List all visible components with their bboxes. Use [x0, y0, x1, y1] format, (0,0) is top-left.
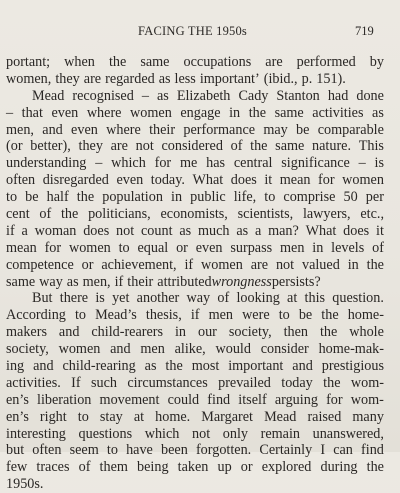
word: women	[68, 239, 111, 256]
word: way	[39, 273, 63, 290]
word: Margaret	[201, 408, 253, 425]
word: or	[81, 256, 94, 273]
word: their	[127, 273, 154, 290]
word: prevailed	[218, 374, 271, 391]
word: home-mak-	[318, 341, 384, 358]
word: persists?	[271, 273, 321, 290]
word: would	[215, 341, 251, 358]
text-line	[6, 290, 384, 307]
word: According	[6, 307, 66, 324]
word: If	[71, 374, 81, 391]
word: men	[140, 341, 165, 358]
word: stay	[99, 408, 123, 425]
text-line	[6, 172, 384, 189]
word: the	[366, 256, 384, 273]
word: 1950s.	[6, 476, 44, 493]
emphasized-word: wrongness	[211, 273, 272, 290]
word: raised	[307, 408, 342, 425]
word: have	[126, 442, 153, 459]
word: to	[77, 408, 89, 425]
text-line	[6, 341, 384, 358]
word: in	[171, 189, 183, 206]
word: does	[343, 222, 370, 239]
word: been	[161, 442, 188, 459]
word: of	[39, 206, 52, 223]
word: better),	[30, 138, 71, 155]
word: activities.	[6, 374, 61, 391]
word: per	[365, 189, 384, 206]
word: Mead	[264, 408, 297, 425]
word: where	[86, 104, 122, 121]
word: such	[90, 374, 117, 391]
text-line	[6, 409, 384, 426]
word: of	[372, 239, 384, 256]
word: This	[358, 138, 384, 155]
word: as	[236, 222, 249, 239]
word: whole	[349, 324, 384, 341]
word: done	[356, 87, 384, 104]
word: there	[59, 290, 89, 307]
word: are	[110, 138, 128, 155]
word: if	[190, 307, 200, 324]
word: count	[140, 222, 173, 239]
text-line	[6, 257, 384, 274]
word: me	[179, 155, 198, 172]
word: the	[323, 374, 341, 391]
word: as	[156, 87, 169, 104]
text-line	[6, 105, 384, 122]
word: nature.	[312, 138, 352, 155]
word: –	[358, 155, 366, 172]
word: the	[60, 206, 79, 223]
word: comprise	[283, 189, 336, 206]
word: in	[347, 256, 359, 273]
word: valued	[301, 256, 340, 273]
word: them	[99, 459, 128, 476]
word: a	[21, 222, 28, 239]
word: disregarded	[42, 172, 109, 189]
word: recognised	[72, 87, 134, 104]
word: a	[254, 222, 262, 239]
word: en’s	[6, 391, 29, 408]
word: Mead	[32, 87, 65, 104]
word: significance	[281, 155, 350, 172]
word: of	[217, 290, 230, 307]
word: men	[208, 307, 233, 324]
word: –	[141, 87, 149, 104]
word: child-rearing	[62, 358, 136, 375]
word: Elizabeth	[176, 87, 231, 104]
word: same	[274, 104, 304, 121]
word: are	[83, 70, 102, 87]
word: not	[135, 138, 154, 155]
word: right	[39, 408, 67, 425]
word: understanding	[6, 155, 87, 172]
word: What	[305, 222, 337, 239]
word: the	[366, 459, 384, 476]
word: much	[197, 222, 230, 239]
word: of	[78, 459, 91, 476]
word: for	[318, 172, 335, 189]
word: are	[265, 54, 283, 70]
word: to	[74, 307, 86, 324]
text-line	[6, 223, 384, 240]
text-line	[6, 459, 384, 476]
word: then	[283, 324, 309, 341]
word: important’	[199, 70, 260, 87]
word: life,	[233, 189, 257, 206]
word: man?	[268, 222, 299, 239]
word: their	[149, 121, 176, 138]
word: unanswered,	[312, 425, 384, 442]
word: activities	[312, 104, 364, 121]
word: performance	[183, 121, 256, 138]
word: the	[165, 358, 183, 375]
word: as	[144, 358, 157, 375]
word: had	[327, 87, 349, 104]
word: when	[64, 54, 95, 70]
word: be	[298, 307, 313, 324]
word: women	[130, 104, 172, 121]
text-line	[6, 392, 384, 409]
word: engage	[180, 104, 221, 121]
word: (ibid.,	[263, 70, 298, 87]
word: interesting	[6, 425, 66, 442]
text-line	[6, 324, 384, 341]
word: does	[83, 222, 110, 239]
word: and	[42, 121, 63, 138]
word: central	[233, 155, 273, 172]
word: to	[6, 189, 18, 206]
word: even	[51, 104, 79, 121]
word: p.	[301, 70, 313, 87]
word: economists,	[160, 206, 228, 223]
text-line	[6, 206, 384, 223]
word: movement	[99, 391, 160, 408]
word: men,	[82, 273, 111, 290]
word: the	[250, 138, 268, 155]
word: wom-	[350, 391, 384, 408]
word: taken	[177, 459, 209, 476]
word: ing	[6, 358, 25, 375]
word: often	[6, 172, 36, 189]
text-line	[6, 358, 384, 375]
text-line	[6, 476, 384, 493]
word: scientists,	[237, 206, 294, 223]
word: explored	[261, 459, 312, 476]
word: be	[296, 121, 310, 138]
word: they	[78, 138, 103, 155]
word: to	[106, 442, 118, 459]
word: to	[264, 189, 276, 206]
word: are	[250, 256, 269, 273]
word: as	[66, 273, 79, 290]
word: seem	[69, 442, 99, 459]
word: not	[116, 222, 135, 239]
word: often	[32, 442, 62, 459]
word: it	[264, 172, 273, 189]
word: Cady	[238, 87, 269, 104]
word: for	[326, 391, 343, 408]
word: same	[275, 138, 305, 155]
word: same	[140, 54, 170, 70]
text-line	[6, 442, 384, 459]
word: if	[184, 256, 194, 273]
text-line	[6, 426, 384, 443]
word: today	[281, 374, 313, 391]
word: mean	[6, 239, 37, 256]
word: questions	[78, 425, 133, 442]
word: women,	[6, 70, 52, 87]
word: considered	[161, 138, 223, 155]
word: which	[144, 425, 180, 442]
word: But	[32, 290, 53, 307]
word: attributed	[157, 273, 212, 290]
word: for	[154, 155, 172, 172]
word: etc.,	[360, 206, 384, 223]
word: to	[278, 307, 290, 324]
text-line	[6, 189, 384, 206]
word: or	[240, 459, 253, 476]
word: up	[217, 459, 232, 476]
word: the	[321, 307, 339, 324]
word: society,	[6, 341, 49, 358]
word: is	[95, 290, 105, 307]
word: they	[55, 70, 80, 87]
word: forgotten.	[195, 442, 252, 459]
word: even	[195, 239, 223, 256]
word: less	[174, 70, 196, 87]
word: question.	[332, 290, 384, 307]
word: were	[242, 307, 270, 324]
word: consider	[260, 341, 309, 358]
word: during	[320, 459, 358, 476]
text-line	[6, 122, 384, 139]
text-line	[6, 240, 384, 257]
word: men,	[6, 121, 34, 138]
word: men	[280, 239, 305, 256]
text-line	[6, 71, 384, 88]
word: as	[372, 104, 384, 121]
word: find	[207, 391, 231, 408]
body-text	[6, 54, 384, 493]
word: it	[376, 222, 384, 239]
word: half	[46, 189, 69, 206]
word: remain	[260, 425, 300, 442]
word: surpass	[230, 239, 273, 256]
word: in	[174, 324, 187, 341]
word: in	[229, 104, 241, 121]
word: to	[118, 239, 130, 256]
word: home-	[347, 307, 384, 324]
word: public	[190, 189, 226, 206]
word: child-rearers	[91, 324, 164, 341]
word: is	[374, 155, 384, 172]
word: could	[167, 391, 200, 408]
word: –	[95, 155, 103, 172]
word: the	[248, 104, 267, 121]
word: circumstances	[127, 374, 208, 391]
word: I	[320, 442, 326, 459]
word: in	[312, 239, 324, 256]
word: performed	[296, 54, 356, 70]
word: many	[352, 408, 384, 425]
word: does	[230, 172, 257, 189]
text-line	[6, 375, 384, 392]
word: (or	[6, 138, 23, 155]
word: itself	[238, 391, 267, 408]
word: achievement,	[101, 256, 177, 273]
page-number: 719	[355, 24, 374, 38]
word: where	[106, 121, 141, 138]
word: –	[6, 104, 14, 121]
word: What	[192, 172, 224, 189]
word: portant;	[6, 54, 51, 70]
text-line	[6, 307, 384, 324]
word: today.	[150, 172, 185, 189]
word: Mead’s	[95, 307, 137, 324]
word: may	[263, 121, 288, 138]
word: and	[33, 358, 54, 375]
word: competence	[6, 256, 74, 273]
word: which	[111, 155, 146, 172]
word: by	[369, 54, 384, 70]
word: not	[275, 256, 295, 273]
word: home.	[155, 408, 191, 425]
word: most	[191, 358, 220, 375]
word: wom-	[350, 374, 384, 391]
word: way	[186, 290, 211, 307]
word: and	[58, 324, 80, 341]
text-line	[6, 274, 384, 291]
word: or	[176, 239, 188, 256]
word: our	[197, 324, 217, 341]
word: en’s	[6, 408, 29, 425]
word: for	[44, 239, 62, 256]
word: and	[110, 341, 131, 358]
word: at	[133, 408, 145, 425]
word: as	[158, 70, 171, 87]
word: Certainly	[259, 442, 313, 459]
word: if	[114, 273, 124, 290]
word: few	[6, 459, 28, 476]
word: another	[136, 290, 180, 307]
word: alike,	[174, 341, 206, 358]
text-line	[6, 155, 384, 172]
word: be	[25, 189, 39, 206]
word: not	[192, 425, 211, 442]
word: this	[304, 290, 326, 307]
word: and	[292, 358, 313, 375]
word: yet	[112, 290, 130, 307]
word: 50	[343, 189, 358, 206]
word: women	[201, 256, 243, 273]
word: even	[116, 172, 144, 189]
word: society,	[228, 324, 272, 341]
word: regarded	[105, 70, 155, 87]
word: the	[319, 324, 338, 341]
word: women	[342, 172, 384, 189]
word: cent	[6, 206, 30, 223]
word: levels	[331, 239, 365, 256]
word: at	[287, 290, 298, 307]
word: the	[76, 189, 95, 206]
word: important	[228, 358, 284, 375]
word: but	[6, 442, 25, 459]
word: Stanton	[276, 87, 320, 104]
word: can	[333, 442, 353, 459]
running-head: FACING THE 1950s	[138, 24, 247, 38]
word: arguing	[274, 391, 318, 408]
word: thesis,	[145, 307, 182, 324]
word: politicians,	[88, 206, 151, 223]
word: lawyers,	[302, 206, 351, 223]
word: only	[222, 425, 248, 442]
word: 151).	[316, 70, 346, 87]
text-line	[6, 88, 384, 105]
word: comparable	[317, 121, 384, 138]
word: as	[179, 222, 192, 239]
word: occupations	[183, 54, 252, 70]
word: traces	[36, 459, 70, 476]
word: prestigious	[321, 358, 384, 375]
word: women	[58, 341, 101, 358]
word: has	[206, 155, 226, 172]
word: find	[361, 442, 384, 459]
word: looking	[236, 290, 280, 307]
word: of	[230, 138, 243, 155]
text-line	[6, 138, 384, 155]
word: same	[6, 273, 36, 290]
word: liberation	[37, 391, 92, 408]
word: if	[6, 222, 15, 239]
word: even	[71, 121, 98, 138]
word: being	[137, 459, 169, 476]
word: the	[108, 54, 127, 70]
word: mean	[279, 172, 311, 189]
word: population	[102, 189, 163, 206]
word: makers	[6, 324, 47, 341]
word: equal	[137, 239, 169, 256]
word: that	[21, 104, 43, 121]
word: woman	[34, 222, 77, 239]
text-line	[6, 54, 384, 71]
